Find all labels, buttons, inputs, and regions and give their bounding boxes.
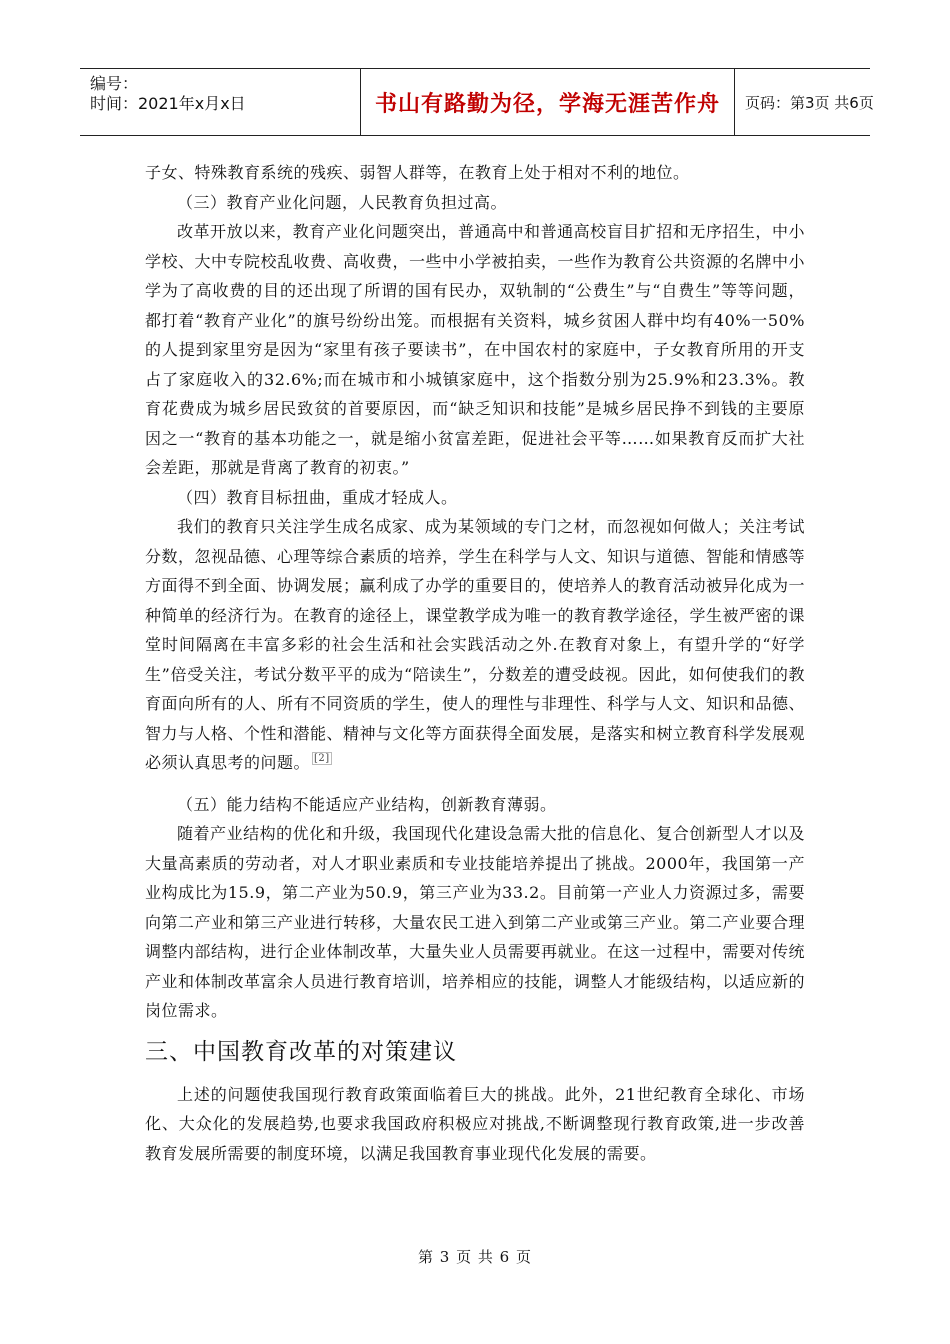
document-date-label: 时间：2021年x月x日 [90, 94, 246, 113]
paragraph-education-goals-text: 我们的教育只关注学生成名成家、成为某领域的专门之材，而忽视如何做人；关注考试分数，忽视品德、心理等综合素质的培养，学生在科学与人文、知识与道德、智能和情感等方面得不到全面、协调发展；赢利成了办学的重要目的，使培养人的教育活动被异化成为一种简单的经济行为。在教育的途径上，课堂教学成为唯一的教育教学途径，学生被严密的课堂时间隔离在丰富多彩的社会生活和社会实践活动之外.在教育对象上，有望升学的“好学生”倍受关注，考试分数平平的成为“陪读生”，分数差的遭受歧视。因此，如何使我们的教育面向所有的人、所有不同资质的学生，使人的理性与非理性、科学与人文、知识和品德、智力与人格、个性和潜能、精神与文化等方面获得全面发展，是落实和树立教育科学发展观必须认真思考的问题。 [145, 517, 806, 772]
section-title: 三、中国教育改革的对策建议 [145, 1038, 457, 1065]
reference-marker[interactable]: [2] [314, 753, 330, 764]
paragraph-industry-structure: 随着产业结构的优化和升级，我国现代化建设急需大批的信息化、复合创新型人才以及大量高素质的劳动者，对人才职业素质和专业技能培养提出了挑战。2000年，我国第一产业构成比为15.9，第二产业为50.9，第三产业为33.2。目前第一产业人力资源过多，需要向第二产业和第三产业进行转移，大量农民工进入到第二产业或第三产业。第二产业要合理调整内部结构，进行企业体制改革，大量失业人员需要再就业。在这一过程中，需要对传统产业和体制改革富余人员进行教育培训，培养相应的技能，调整人才能级结构，以适应新的岗位需求。 [145, 824, 806, 1020]
subheading-five: （五）能力结构不能适应产业结构，创新教育薄弱。 [177, 794, 557, 814]
page-footer: 第 3 页 共 6 页 [418, 1248, 532, 1266]
paragraph-education-goals [145, 512, 805, 778]
subheading-three: （三）教育产业化问题，人民教育负担过高。 [177, 192, 508, 212]
paragraph-reform-suggestions: 上述的问题使我国现行教育政策面临着巨大的挑战。此外，21世纪教育全球化、市场化、大众化的发展趋势,也要求我国政府积极应对挑战,不断调整现行教育政策,进一步改善教育发展所需要的制度环境，以满足我国教育事业现代化发展的需要。 [145, 1084, 805, 1163]
header-motto: 书山有路勤为径，学海无涯苦作舟 [360, 69, 735, 135]
subheading-four: （四）教育目标扭曲，重成才轻成人。 [177, 487, 458, 507]
paragraph-continuation: 子女、特殊教育系统的残疾、弱智人群等，在教育上处于相对不利的地位。 [145, 163, 690, 182]
header-meta [90, 69, 360, 135]
paragraph-education-industrialization: 改革开放以来，教育产业化问题突出，普通高中和普通高校盲目扩招和无序招生，中小学校、大中专院校乱收费、高收费，一些中小学被拍卖，一些作为教育公共资源的名牌中小学为了高收费的目的还出现了所谓的国有民办，双轨制的“公费生”与“自费生”等等问题，都打着“教育产业化”的旗号纷纷出笼。而根据有关资料，城乡贫困人群中均有40%一50%的人提到家里穷是因为“家里有孩子要读书”，在中国农村的家庭中，子女教育所用的开支占了家庭收入的32.6%;而在城市和小城镇家庭中，这个指数分别为25.9%和23.3%。教育花费成为城乡居民致贫的首要原因，而“缺乏知识和技能”是城乡居民挣不到钱的主要原因之一“教育的基本功能之一，就是缩小贫富差距，促进社会平等……如果教育反而扩大社会差距，那就是背离了教育的初衷。” [145, 222, 806, 477]
header-page-info: 页码：第3页 共6页 [745, 93, 874, 112]
document-body [145, 158, 805, 1168]
page-header [80, 68, 874, 136]
document-number-label: 编号： [90, 74, 139, 93]
